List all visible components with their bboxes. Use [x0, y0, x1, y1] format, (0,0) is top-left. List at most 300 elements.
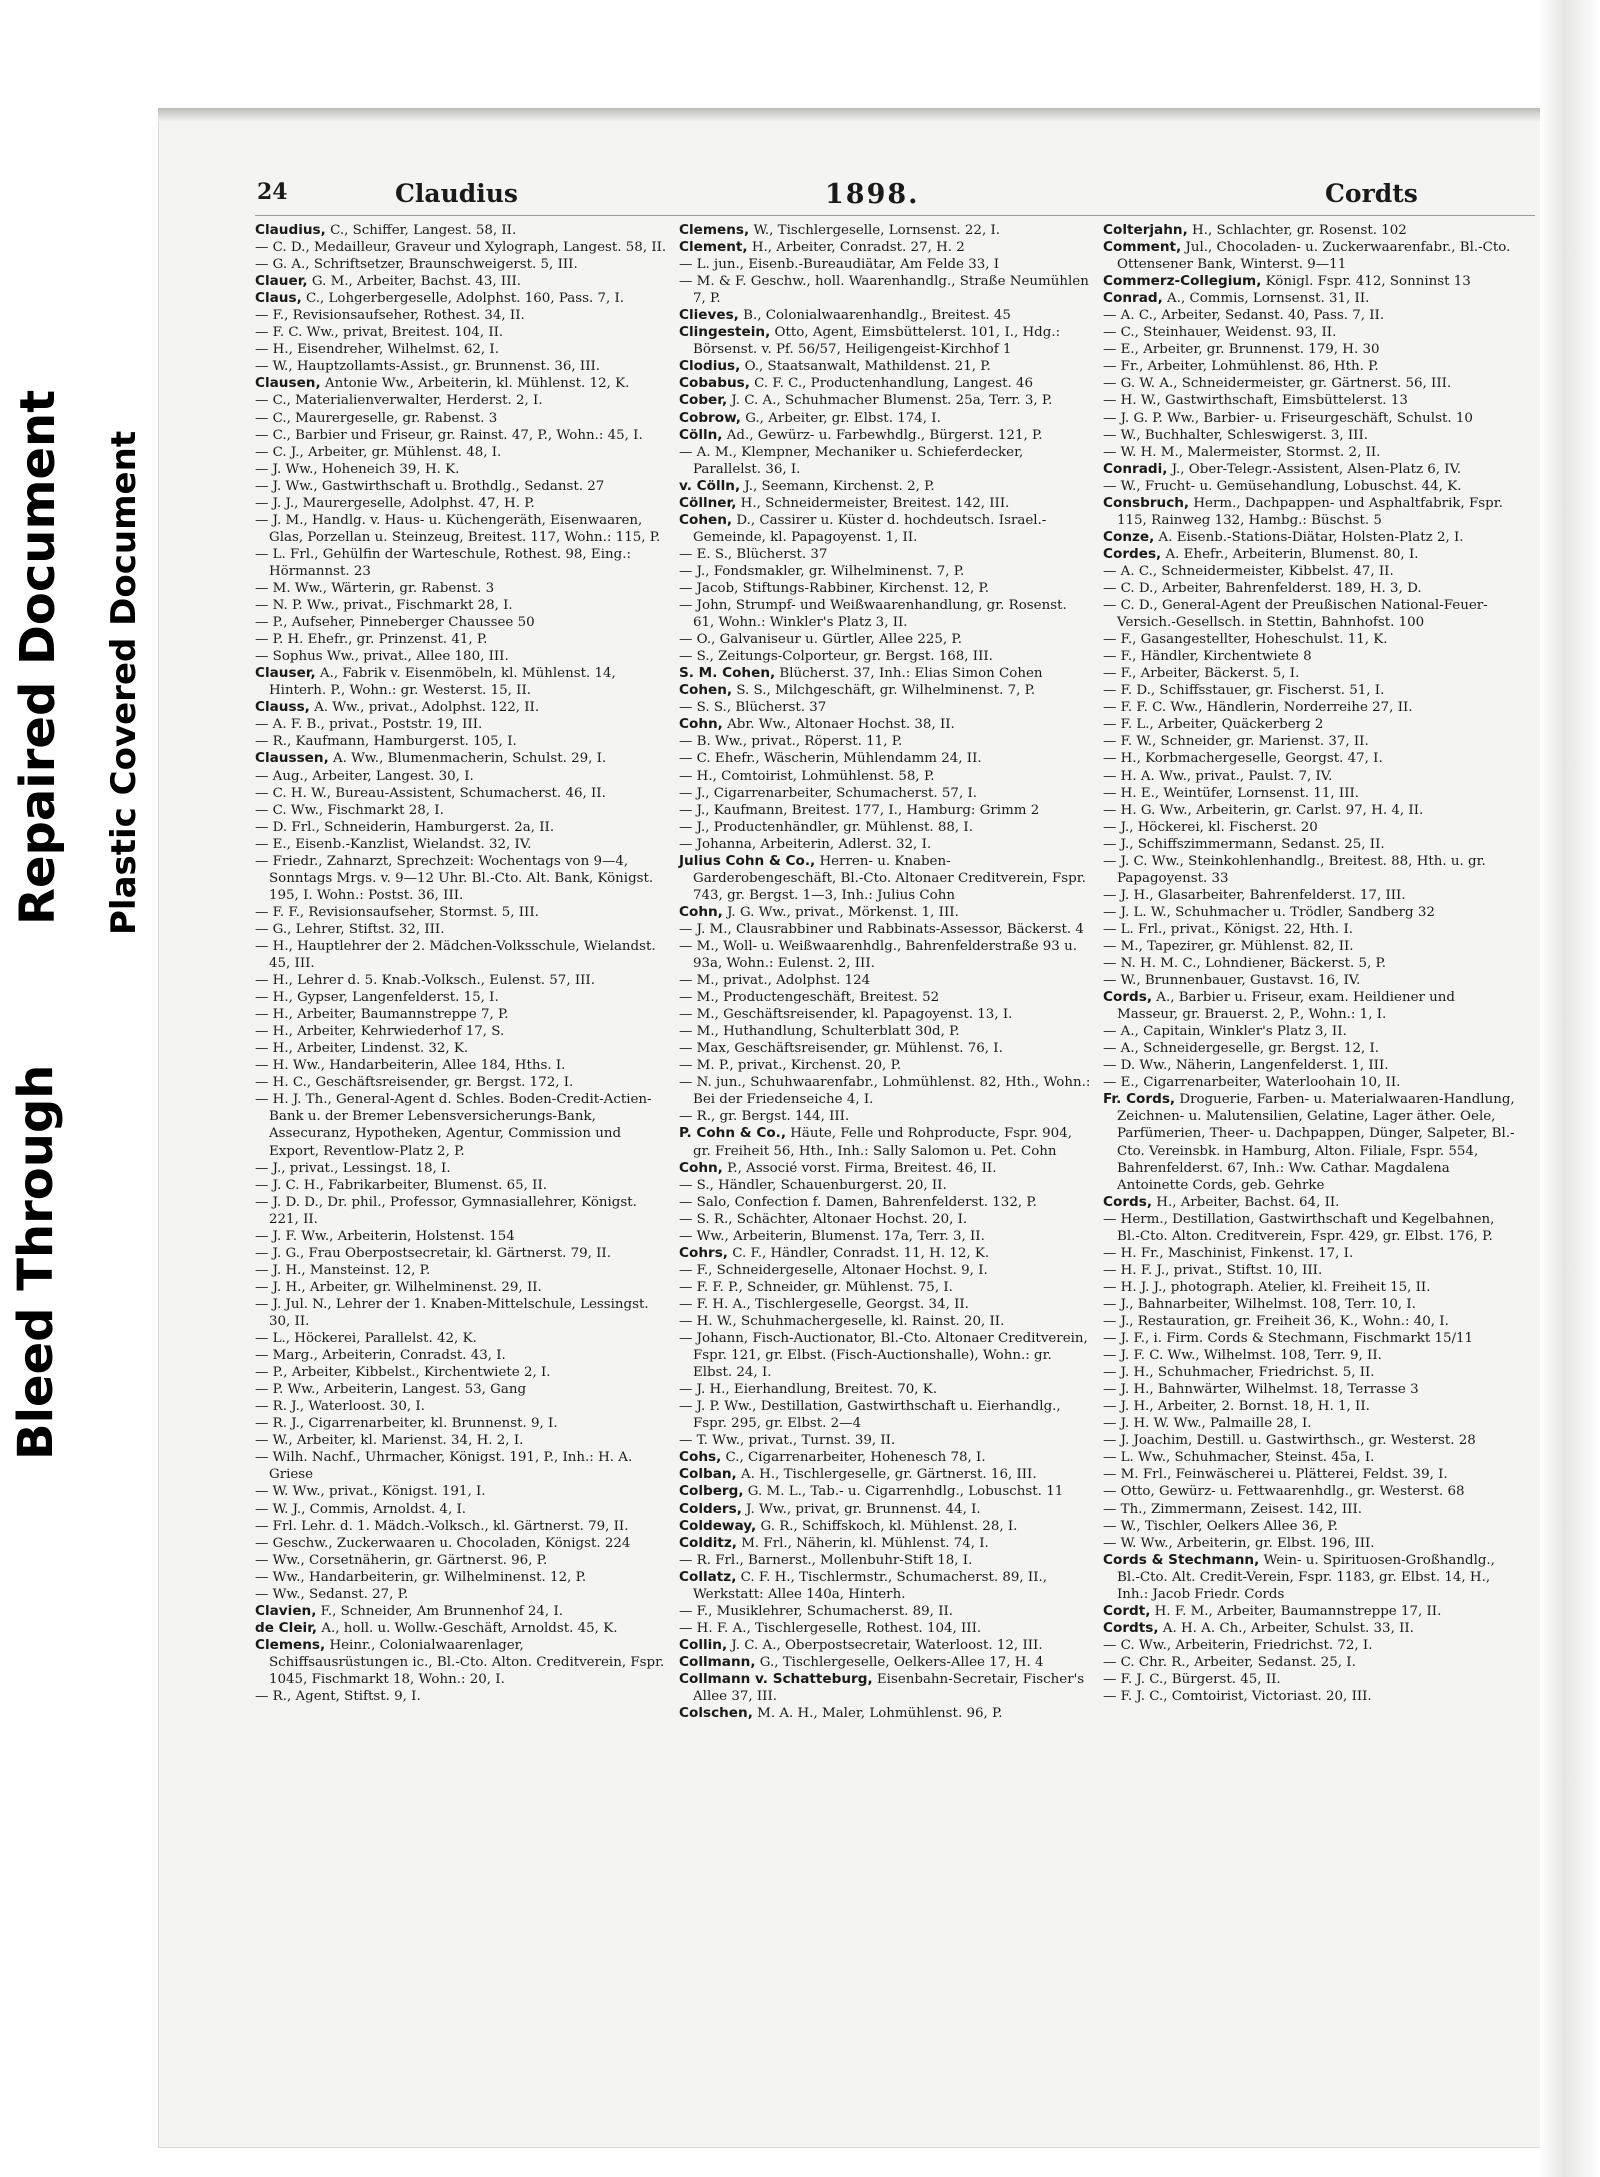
entry-details: Heinr., Colonialwaarenlager, Schiffsausrüstungen ic., Bl.-Cto. Alton. Creditverein, Fspr. 1045, Fischmarkt 18, Wohn.: 20, I. [269, 1637, 665, 1687]
entry-details: — R. Frl., Barnerst., Mollenbuhr-Stift 18, I. [679, 1552, 973, 1568]
entry-details: — J., Cigarrenarbeiter, Schumacherst. 57, I. [679, 785, 978, 801]
entry-surname: v. Cölln, [679, 477, 741, 494]
entry-surname: P. Cohn & Co., [679, 1125, 786, 1142]
directory-entry [255, 410, 667, 427]
directory-entry [255, 324, 667, 341]
directory-entry [679, 665, 1091, 682]
directory-entry [255, 392, 667, 409]
directory-entry [1103, 1211, 1515, 1245]
directory-entry [679, 597, 1091, 631]
entry-details: — F., Händler, Kirchentwiete 8 [1103, 649, 1312, 665]
directory-entry [1103, 631, 1515, 648]
directory-entry [679, 427, 1091, 444]
entry-details: — J. H., Schuhmacher, Friedrichst. 5, II. [1103, 1365, 1375, 1381]
directory-entry [679, 444, 1091, 478]
entry-details: — J., privat., Lessingst. 18, I. [255, 1160, 451, 1176]
entry-details: — M. Ww., Wärterin, gr. Rabenst. 3 [255, 580, 495, 596]
entry-details: — Ww., Corsetnäherin, gr. Gärtnerst. 96, P. [255, 1552, 548, 1568]
entry-surname: Cobrow, [679, 409, 741, 426]
entry-details: G. R., Schiffskoch, kl. Mühlenst. 28, I. [756, 1518, 1018, 1534]
entry-surname: Commerz-Collegium, [1103, 273, 1262, 290]
directory-entry [255, 1381, 667, 1398]
entry-details: — C. Ehefr., Wäscherin, Mühlendamm 24, II. [679, 751, 982, 767]
entry-details: J. C. A., Oberpostsecretair, Waterloost. 12, III. [727, 1637, 1043, 1653]
entry-details: — N. P. Ww., privat., Fischmarkt 28, I. [255, 598, 513, 614]
directory-entry [255, 648, 667, 665]
entry-details: C., Cigarrenarbeiter, Hohenesch 78, I. [721, 1450, 986, 1466]
entry-details: — S. R., Schächter, Altonaer Hochst. 20, I. [679, 1211, 968, 1227]
directory-entry [1103, 273, 1515, 290]
directory-entry [679, 1006, 1091, 1023]
directory-entry [679, 768, 1091, 785]
directory-entry [255, 802, 667, 819]
entry-details: — C. D., Arbeiter, Bahrenfelderst. 189, H. 3, D. [1103, 580, 1422, 596]
entry-details: — J. Ww., Hoheneich 39, H. K. [255, 461, 460, 477]
directory-entry [255, 1552, 667, 1569]
entry-details: — F. J. C., Comtoirist, Victoriast. 20, III. [1103, 1689, 1372, 1705]
entry-details: — W. Ww., privat., Königst. 191, I. [255, 1484, 486, 1500]
directory-entry [1103, 1194, 1515, 1211]
directory-entry [679, 1296, 1091, 1313]
entry-details: — C., Materialienverwalter, Herderst. 2, I. [255, 393, 543, 409]
entry-details: — N. jun., Schuhwaarenfabr., Lohmühlenst. 82, Hth., Wohn.: Bei der Friedenseiche 4, I. [679, 1075, 1091, 1108]
directory-entry [1103, 1466, 1515, 1483]
entry-details: — Johanna, Arbeiterin, Adlerst. 32, I. [679, 836, 932, 852]
entry-details: — Ww., Arbeiterin, Blumenst. 17a, Terr. 3, II. [679, 1228, 985, 1244]
entry-details: — O., Galvaniseur u. Gürtler, Allee 225, P. [679, 632, 962, 648]
directory-entry [255, 512, 667, 546]
entry-surname: Collmann, [679, 1653, 756, 1670]
entry-details: — J., Kaufmann, Breitest. 177, I., Hamburg: Grimm 2 [679, 802, 1040, 818]
column-1 [255, 222, 667, 1722]
entry-details: C. F. C., Productenhandlung, Langest. 46 [749, 376, 1034, 392]
directory-entry [255, 1057, 667, 1074]
entry-details: — W. Ww., Arbeiterin, gr. Elbst. 196, III. [1103, 1535, 1375, 1551]
entry-surname: Conradi, [1103, 460, 1168, 477]
directory-entry [679, 1518, 1091, 1535]
entry-details: — S., Händler, Schauenburgerst. 20, II. [679, 1177, 947, 1193]
directory-entry [1103, 682, 1515, 699]
entry-details: O., Staatsanwalt, Mathildenst. 21, P. [740, 359, 991, 375]
entry-details: — H., Arbeiter, Lindenst. 32, K. [255, 1041, 469, 1057]
entry-details: J., Ober-Telegr.-Assistent, Alsen-Platz 6, IV. [1167, 461, 1462, 477]
entry-details: — E., Arbeiter, gr. Brunnenst. 179, H. 30 [1103, 342, 1380, 358]
directory-entry [1103, 563, 1515, 580]
directory-entry [1103, 1535, 1515, 1552]
entry-details: C. F., Händler, Conradst. 11, H. 12, K. [727, 1245, 990, 1261]
entry-surname: Cords, [1103, 1193, 1153, 1210]
entry-details: — J. P. Ww., Destillation, Gastwirthschaft u. Eierhandlg., Fspr. 295, gr. Elbst. 2—4 [679, 1399, 1061, 1432]
directory-entry [1103, 1501, 1515, 1518]
directory-entry [679, 375, 1091, 392]
directory-entry [255, 853, 667, 904]
entry-details: — A., Capitain, Winkler's Platz 3, II. [1103, 1024, 1347, 1040]
entry-details: A., Barbier u. Friseur, exam. Heildiener und Masseur, gr. Brauerst. 2, P., Wohn.: 1, I. [1117, 990, 1455, 1023]
entry-details: — W. H. M., Malermeister, Stormst. 2, II. [1103, 444, 1381, 460]
directory-entry [1103, 1364, 1515, 1381]
directory-entry [1103, 1040, 1515, 1057]
directory-entry [1103, 290, 1515, 307]
directory-entry [679, 324, 1091, 358]
entry-details: — C., Barbier und Friseur, gr. Rainst. 47, P., Wohn.: 45, I. [255, 427, 643, 443]
entry-details: — J., Bahnarbeiter, Wilhelmst. 108, Terr. 10, I. [1103, 1296, 1416, 1312]
entry-details: — L. Frl., Gehülfin der Warteschule, Rothest. 98, Eing.: Hörmannst. 23 [255, 546, 631, 579]
entry-details: J. C. A., Schuhmacher Blumenst. 25a, Terr. 3, P. [727, 393, 1053, 409]
entry-details: — J. F. Ww., Arbeiterin, Holstenst. 154 [255, 1228, 515, 1244]
directory-entry [255, 461, 667, 478]
directory-entry [255, 1074, 667, 1091]
directory-entry [679, 750, 1091, 767]
directory-columns [255, 222, 1535, 1722]
entry-surname: Colditz, [679, 1534, 737, 1551]
directory-entry [1103, 1552, 1515, 1603]
directory-entry [1103, 1398, 1515, 1415]
entry-details: — J. H., Mansteinst. 12, P. [255, 1262, 431, 1278]
directory-entry [255, 1603, 667, 1620]
entry-details: — Sophus Ww., privat., Allee 180, III. [255, 649, 509, 665]
directory-entry [255, 1688, 667, 1705]
page-number: 24 [257, 179, 288, 205]
directory-entry [255, 1501, 667, 1518]
entry-details: — D. Ww., Näherin, Langenfelderst. 1, III. [1103, 1058, 1389, 1074]
directory-entry [255, 989, 667, 1006]
entry-surname: Cordes, [1103, 545, 1162, 562]
entry-details: A. Ehefr., Arbeiterin, Blumenst. 80, I. [1161, 546, 1419, 562]
entry-details: — H., Eisendreher, Wilhelmst. 62, I. [255, 342, 499, 358]
directory-entry [1103, 904, 1515, 921]
entry-details: — F., Revisionsaufseher, Rothest. 34, II. [255, 308, 525, 324]
directory-entry [255, 1194, 667, 1228]
entry-details: — F., Schneidergeselle, Altonaer Hochst. 9, I. [679, 1262, 988, 1278]
directory-entry [679, 1466, 1091, 1483]
entry-surname: Cohrs, [679, 1244, 728, 1261]
entry-details: — Geschw., Zuckerwaaren u. Chocoladen, Königst. 224 [255, 1535, 631, 1551]
entry-details: — H. A. Ww., privat., Paulst. 7, IV. [1103, 768, 1333, 784]
directory-entry [679, 1671, 1091, 1705]
entry-details: — Marg., Arbeiterin, Conradst. 43, I. [255, 1348, 506, 1364]
entry-details: — J. C. Ww., Steinkohlenhandlg., Breitest. 88, Hth. u. gr. Papagoyenst. 33 [1103, 853, 1486, 886]
directory-entry [255, 938, 667, 972]
directory-entry [679, 1108, 1091, 1125]
entry-details: B., Colonialwaarenhandlg., Breitest. 45 [738, 308, 1011, 324]
entry-details: — R. J., Cigarrenarbeiter, kl. Brunnenst. 9, I. [255, 1416, 558, 1432]
entry-surname: Colban, [679, 1466, 737, 1483]
entry-details: — J. H. W. Ww., Palmaille 28, I. [1103, 1416, 1312, 1432]
entry-details: — D. Frl., Schneiderin, Hamburgerst. 2a, II. [255, 819, 555, 835]
entry-details: — H. J. J., photograph. Atelier, kl. Freiheit 15, II. [1103, 1279, 1431, 1295]
directory-entry [255, 1483, 667, 1500]
directory-entry [1103, 1057, 1515, 1074]
entry-details: — J. H., Eierhandlung, Breitest. 70, K. [679, 1382, 938, 1398]
directory-entry [1103, 1637, 1515, 1654]
directory-entry [679, 1603, 1091, 1620]
directory-entry [679, 1023, 1091, 1040]
directory-entry [255, 1586, 667, 1603]
entry-details: Jul., Chocoladen- u. Zuckerwaarenfabr., Bl.-Cto. Ottensener Bank, Winterst. 9—11 [1117, 240, 1511, 273]
entry-details: — F. H. A., Tischlergeselle, Georgst. 34, II. [679, 1296, 969, 1312]
directory-entry [255, 750, 667, 767]
directory-entry [1103, 1381, 1515, 1398]
entry-details: Abr. Ww., Altonaer Hochst. 38, II. [722, 717, 955, 733]
directory-entry [255, 1347, 667, 1364]
entry-details: — C., Maurergeselle, gr. Rabenst. 3 [255, 410, 498, 426]
entry-details: — R., Kaufmann, Hamburgerst. 105, I. [255, 734, 517, 750]
directory-entry [255, 1637, 667, 1688]
entry-surname: Clavien, [255, 1602, 317, 1619]
entry-surname: Clauer, [255, 273, 308, 290]
entry-surname: Cölln, [679, 426, 723, 443]
directory-entry [255, 819, 667, 836]
entry-surname: Colders, [679, 1500, 742, 1517]
directory-entry [1103, 1415, 1515, 1432]
directory-entry [679, 1501, 1091, 1518]
directory-entry [255, 665, 667, 699]
entry-details: F., Schneider, Am Brunnenhof 24, I. [316, 1603, 563, 1619]
directory-entry [255, 1398, 667, 1415]
entry-details: Blücherst. 37, Inh.: Elias Simon Cohen [775, 666, 1043, 682]
directory-entry [679, 239, 1091, 256]
directory-entry [255, 597, 667, 614]
directory-entry [679, 1211, 1091, 1228]
entry-details: — R. J., Waterloost. 30, I. [255, 1399, 425, 1415]
directory-entry [679, 222, 1091, 239]
entry-details: — C. Chr. R., Arbeiter, Sedanst. 25, I. [1103, 1654, 1356, 1670]
directory-entry [679, 307, 1091, 324]
entry-details: — G. W. A., Schneidermeister, gr. Gärtnerst. 56, III. [1103, 376, 1452, 392]
entry-details: — S. S., Blücherst. 37 [679, 700, 827, 716]
entry-details: — J. Jul. N., Lehrer der 1. Knaben-Mittelschule, Lessingst. 30, II. [255, 1296, 649, 1329]
directory-entry [1103, 461, 1515, 478]
entry-details: — Wilh. Nachf., Uhrmacher, Königst. 191, P., Inh.: H. A. Griese [255, 1450, 633, 1483]
directory-entry [1103, 1245, 1515, 1262]
entry-details: — J. H., Arbeiter, gr. Wilhelminenst. 29, II. [255, 1279, 542, 1295]
entry-details: — J. D. D., Dr. phil., Professor, Gymnasiallehrer, Königst. 221, II. [255, 1194, 637, 1227]
directory-entry [255, 358, 667, 375]
directory-entry [679, 478, 1091, 495]
entry-details: — Herm., Destillation, Gastwirthschaft und Kegelbahnen, Bl.-Cto. Alton. Creditverein, Fspr. 429, gr. Elbst. 176, P. [1103, 1211, 1495, 1244]
directory-entry [255, 768, 667, 785]
entry-details: Häute, Felle und Rohproducte, Fspr. 904, gr. Freiheit 56, Hth., Inh.: Sally Salomon u. Pet. Cohn [693, 1126, 1072, 1159]
entry-details: — A. C., Arbeiter, Sedanst. 40, Pass. 7, II. [1103, 308, 1385, 324]
directory-entry [1103, 1330, 1515, 1347]
entry-details: — M., Huthandlung, Schulterblatt 30d, P. [679, 1024, 960, 1040]
entry-details: J. Ww., privat, gr. Brunnenst. 44, I. [741, 1501, 981, 1517]
directory-entry [679, 785, 1091, 802]
directory-entry [679, 1705, 1091, 1722]
directory-entry [679, 546, 1091, 563]
directory-entry [679, 904, 1091, 921]
directory-entry [255, 478, 667, 495]
entry-details: — G., Lehrer, Stiftst. 32, III. [255, 921, 445, 937]
entry-details: — J. G. P. Ww., Barbier- u. Friseurgeschäft, Schulst. 10 [1103, 410, 1473, 426]
directory-entry [679, 1262, 1091, 1279]
directory-entry [1103, 1620, 1515, 1637]
entry-details: — W. J., Commis, Arnoldst. 4, I. [255, 1501, 467, 1517]
entry-details: — Jacob, Stiftungs-Rabbiner, Kirchenst. 12, P. [679, 580, 990, 596]
directory-entry [679, 1449, 1091, 1466]
entry-details: — C. Ww., Fischmarkt 28, I. [255, 802, 444, 818]
entry-details: — J. C. H., Fabrikarbeiter, Blumenst. 65, II. [255, 1177, 548, 1193]
entry-details: S. S., Milchgeschäft, gr. Wilhelminenst. 7, P. [732, 683, 1036, 699]
header-last-name: Cordts [1325, 179, 1418, 208]
entry-details: Königl. Fspr. 412, Sonninst 13 [1261, 274, 1471, 290]
entry-details: — F. C. Ww., privat, Breitest. 104, II. [255, 325, 504, 341]
entry-details: — W., Brunnenbauer, Gustavst. 16, IV. [1103, 973, 1361, 989]
directory-entry [679, 563, 1091, 580]
entry-surname: Cohen, [679, 682, 733, 699]
directory-entry [1103, 1432, 1515, 1449]
entry-details: G. M. L., Tab.- u. Cigarrenhdlg., Lobuschst. 11 [743, 1484, 1064, 1500]
entry-details: — P., Arbeiter, Kibbelst., Kirchentwiete 2, I. [255, 1365, 551, 1381]
entry-details: — M., Productengeschäft, Breitest. 52 [679, 990, 940, 1006]
directory-entry [1103, 887, 1515, 904]
entry-details: — J. H., Arbeiter, 2. Bornst. 18, H. 1, II. [1103, 1399, 1370, 1415]
entry-surname: Cöllner, [679, 494, 737, 511]
entry-details: — W., Tischler, Oelkers Allee 36, P. [1103, 1518, 1338, 1534]
directory-entry [1103, 341, 1515, 358]
entry-details: A., holl. u. Wollw.-Geschäft, Arnoldst. 45, K. [317, 1620, 618, 1636]
directory-entry [679, 853, 1091, 904]
entry-details: — W., Arbeiter, kl. Marienst. 34, H. 2, I. [255, 1433, 524, 1449]
directory-entry [679, 716, 1091, 733]
entry-details: M. Frl., Näherin, kl. Mühlenst. 74, I. [736, 1535, 989, 1551]
label-repaired-document: Repaired Document [10, 389, 66, 925]
entry-details: — H. W., Gastwirthschaft, Eimsbüttelerst. 13 [1103, 393, 1408, 409]
directory-entry [679, 972, 1091, 989]
entry-details: C. F. H., Tischlermstr., Schumacherst. 89, II., Werkstatt: Allee 140a, Hinterh. [693, 1569, 1048, 1602]
directory-entry [1103, 1449, 1515, 1466]
entry-details: — T. Ww., privat., Turnst. 39, II. [679, 1433, 896, 1449]
entry-details: — J., Fondsmakler, gr. Wilhelminenst. 7, P. [679, 563, 965, 579]
entry-details: J. G. Ww., privat., Mörkenst. 1, III. [722, 904, 959, 920]
directory-entry [679, 1569, 1091, 1603]
entry-details: Herren- u. Knaben-Garderobengeschäft, Bl.-Cto. Altonaer Creditverein, Fspr. 743, gr. Bergst. 1—3, Inh.: Julius Cohn [693, 853, 1086, 903]
directory-entry [1103, 699, 1515, 716]
directory-entry [679, 1330, 1091, 1381]
entry-surname: Cohn, [679, 903, 723, 920]
header-first-name: Claudius [395, 179, 518, 208]
entry-details: — E., Eisenb.-Kanzlist, Wielandst. 32, IV. [255, 836, 532, 852]
entry-details: — C. D., General-Agent der Preußischen National-Feuer-Versich.-Gesellsch. in Stettin, Bahnhofst. 100 [1103, 598, 1488, 631]
directory-entry [255, 273, 667, 290]
entry-details: — H. J. Th., General-Agent d. Schles. Boden-Credit-Actien-Bank u. der Bremer Lebensversicherungs-Bank, Assecuranz, Hypotheken, Agentur, Commission und Export, Reventlow-Platz 2, P. [255, 1092, 652, 1159]
directory-entry [1103, 307, 1515, 324]
entry-details: C., Lohgerbergeselle, Adolphst. 160, Pass. 7, I. [301, 291, 625, 307]
directory-entry [1103, 989, 1515, 1023]
entry-details: Antonie Ww., Arbeiterin, kl. Mühlenst. 12, K. [320, 376, 630, 392]
directory-entry [1103, 750, 1515, 767]
directory-entry [255, 239, 667, 256]
entry-details: — B. Ww., privat., Röperst. 11, P. [679, 734, 903, 750]
directory-entry [679, 1177, 1091, 1194]
entry-details: Droguerie, Farben- u. Materialwaaren-Handlung, Zeichnen- u. Malutensilien, Gelatine, Lager äther. Oele, Parfümerien, Theer- u. Dachpappen, Dünger, Salpeter, Bl.-Cto. Vereinsbk. in Hamburg, Alton. Filiale, Fspr. 554, Bahrenfelderst. 67, Inh.: Ww. Cathar. Magdalena Antoinette Cords, geb. Gehrke [1117, 1092, 1515, 1193]
directory-entry [1103, 836, 1515, 853]
entry-details: — Ww., Handarbeiterin, gr. Wilhelminenst. 12, P. [255, 1569, 587, 1585]
directory-entry [255, 1245, 667, 1262]
entry-details: H., Schlachter, gr. Rosenst. 102 [1187, 223, 1407, 238]
header-year: 1898. [825, 179, 920, 210]
entry-details: D., Cassirer u. Küster d. hochdeutsch. Israel.-Gemeinde, kl. Papagoyenst. 1, II. [693, 512, 1047, 545]
entry-surname: Claussen, [255, 750, 329, 767]
directory-entry [255, 1330, 667, 1347]
entry-surname: Comment, [1103, 239, 1182, 256]
directory-entry [255, 716, 667, 733]
directory-entry [255, 1449, 667, 1483]
entry-details: — Max, Geschäftsreisender, gr. Mühlenst. 76, I. [679, 1041, 1003, 1057]
entry-details: — F. D., Schiffsstauer, gr. Fischerst. 51, I. [1103, 683, 1385, 699]
directory-entry [679, 802, 1091, 819]
entry-details: — A. M., Klempner, Mechaniker u. Schieferdecker, Parallelst. 36, I. [679, 444, 1024, 477]
entry-details: J., Seemann, Kirchenst. 2, P. [740, 478, 935, 494]
entry-details: — J., Productenhändler, gr. Mühlenst. 88, I. [679, 819, 973, 835]
entry-surname: Collin, [679, 1636, 728, 1653]
entry-details: — H. W., Schuhmachergeselle, kl. Rainst. 20, II. [679, 1314, 1005, 1329]
directory-entry [255, 1535, 667, 1552]
entry-details: — H., Korbmachergeselle, Georgst. 47, I. [1103, 751, 1383, 767]
directory-entry [679, 273, 1091, 307]
directory-entry [679, 1483, 1091, 1500]
directory-entry [255, 341, 667, 358]
directory-entry [679, 1535, 1091, 1552]
entry-details: Otto, Agent, Eimsbüttelerst. 101, I., Hdg.: Börsenst. v. Pf. 56/57, Heiligengeist-Kirchhof 1 [693, 325, 1061, 358]
directory-entry [255, 1620, 667, 1637]
entry-details: — M., Woll- u. Weißwaarenhdlg., Bahrenfelderstraße 93 u. 93a, Wohn.: Eulenst. 2, III. [679, 938, 1077, 972]
entry-details: A. Ww., Blumenmacherin, Schulst. 29, I. [328, 751, 607, 767]
label-bleed-through: Bleed Through [8, 1064, 64, 1460]
directory-entry [679, 836, 1091, 853]
directory-entry [1103, 427, 1515, 444]
directory-entry [1103, 358, 1515, 375]
entry-details: — F. F., Revisionsaufseher, Stormst. 5, III. [255, 904, 539, 920]
directory-entry [1103, 222, 1515, 239]
entry-details: — C. H. W., Bureau-Assistent, Schumacherst. 46, II. [255, 785, 606, 801]
entry-details: — M. Frl., Feinwäscherei u. Plätterei, Feldst. 39, I. [1103, 1467, 1448, 1483]
entry-surname: Cohen, [679, 511, 733, 528]
entry-details: — H. E., Weintüfer, Lornsenst. 11, III. [1103, 785, 1360, 801]
directory-entry [255, 699, 667, 716]
entry-details: — H., Arbeiter, Baumannstreppe 7, P. [255, 1007, 509, 1023]
entry-details: G., Tischlergeselle, Oelkers-Allee 17, H. 4 [755, 1654, 1044, 1670]
entry-details: C., Schiffer, Langest. 58, II. [325, 223, 517, 238]
column-3 [1103, 222, 1515, 1722]
entry-details: — J. F. C. Ww., Wilhelmst. 108, Terr. 9, II. [1103, 1348, 1382, 1364]
entry-details: — H. Fr., Maschinist, Finkenst. 17, I. [1103, 1245, 1354, 1261]
label-plastic-covered-document: Plastic Covered Document [104, 430, 144, 935]
entry-details: — J. M., Clausrabbiner und Rabbinats-Assessor, Bäckerst. 4 [679, 921, 1084, 937]
entry-details: — C. Ww., Arbeiterin, Friedrichst. 72, I. [1103, 1637, 1373, 1653]
entry-details: — A., Schneidergeselle, gr. Bergst. 12, I. [1103, 1041, 1380, 1057]
directory-entry [1103, 1603, 1515, 1620]
entry-surname: Cober, [679, 392, 728, 409]
entry-details: — P., Aufseher, Pinneberger Chaussee 50 [255, 615, 535, 631]
entry-surname: Clausen, [255, 375, 321, 392]
directory-entry [255, 836, 667, 853]
directory-entry [679, 1637, 1091, 1654]
directory-entry [679, 989, 1091, 1006]
directory-entry [679, 392, 1091, 409]
entry-details: A. H., Tischlergeselle, gr. Gärtnerst. 16, III. [736, 1467, 1037, 1483]
entry-details: — J. H., Bahnwärter, Wilhelmst. 18, Terrasse 3 [1103, 1382, 1419, 1398]
directory-entry [1103, 1483, 1515, 1500]
directory-entry [679, 358, 1091, 375]
entry-surname: Clemens, [255, 1636, 326, 1653]
entry-details: H., Arbeiter, Conradst. 27, H. 2 [747, 240, 965, 256]
directory-entry [679, 648, 1091, 665]
entry-details: — W., Buchhalter, Schleswigerst. 3, III. [1103, 427, 1369, 443]
entry-surname: Conze, [1103, 528, 1155, 545]
directory-entry [255, 785, 667, 802]
entry-details: A., Fabrik v. Eisenmöbeln, kl. Mühlenst. 14, Hinterh. P., Wohn.: gr. Westerst. 15, II. [269, 666, 616, 699]
